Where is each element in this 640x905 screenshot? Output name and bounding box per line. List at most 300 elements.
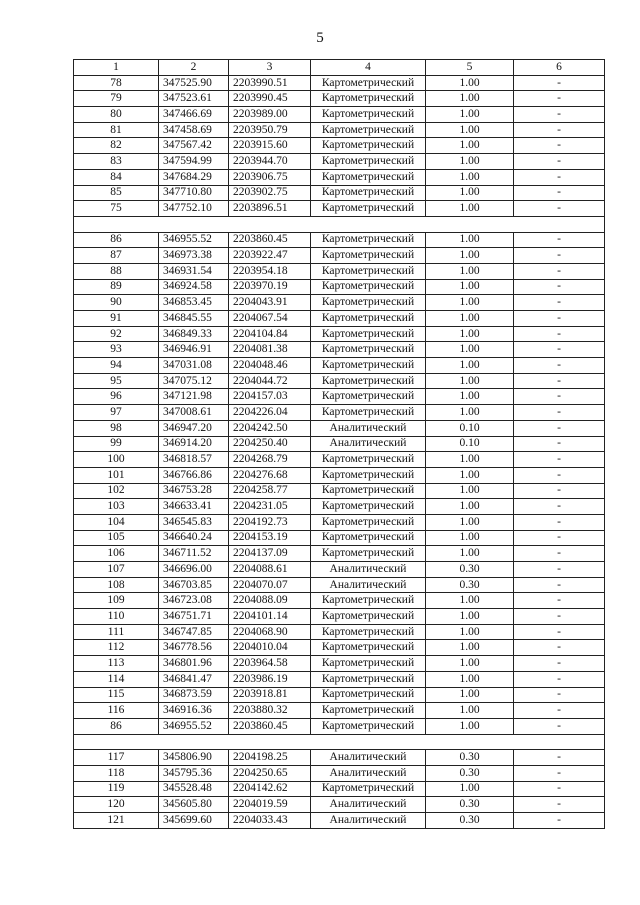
table-cell-col-1: 80 (74, 107, 159, 123)
table-cell-col-2: 346633.41 (159, 499, 229, 515)
empty-cell (426, 216, 514, 232)
table-cell-col-6: - (514, 718, 605, 734)
table-cell-col-2: 346751.71 (159, 609, 229, 625)
table-cell-col-1: 104 (74, 514, 159, 530)
table-cell-col-4: Картометрический (311, 452, 426, 468)
table-cell-col-4: Аналитический (311, 436, 426, 452)
table-row (74, 232, 605, 248)
table-cell-col-6: - (514, 499, 605, 515)
table-cell-col-3: 2204088.61 (229, 562, 311, 578)
table-cell-col-3: 2203954.18 (229, 263, 311, 279)
table-cell-col-1: 84 (74, 169, 159, 185)
table-cell-col-6: - (514, 593, 605, 609)
table-cell-col-6: - (514, 750, 605, 766)
table-cell-col-4: Картометрический (311, 248, 426, 264)
table-cell-col-3: 2204070.07 (229, 577, 311, 593)
table-row (74, 687, 605, 703)
table-cell-col-5: 1.00 (426, 687, 514, 703)
table-cell-col-6: - (514, 279, 605, 295)
table-cell-col-1: 95 (74, 373, 159, 389)
table-cell-col-3: 2204192.73 (229, 514, 311, 530)
table-cell-col-5: 1.00 (426, 311, 514, 327)
header-cell-6: 6 (514, 60, 605, 76)
table-cell-col-1: 108 (74, 577, 159, 593)
table-cell-col-5: 1.00 (426, 452, 514, 468)
table-cell-col-2: 346931.54 (159, 263, 229, 279)
table-cell-col-2: 346818.57 (159, 452, 229, 468)
table-cell-col-5: 1.00 (426, 499, 514, 515)
table-cell-col-5: 0.30 (426, 765, 514, 781)
table-row (74, 169, 605, 185)
table-cell-col-2: 346955.52 (159, 232, 229, 248)
table-row (74, 703, 605, 719)
table-cell-col-2: 346766.86 (159, 467, 229, 483)
table-cell-col-4: Картометрический (311, 279, 426, 295)
table-row (74, 263, 605, 279)
table-cell-col-5: 1.00 (426, 656, 514, 672)
table-row (74, 295, 605, 311)
table-row (74, 765, 605, 781)
table-cell-col-4: Картометрический (311, 514, 426, 530)
table-cell-col-2: 346973.38 (159, 248, 229, 264)
table-cell-col-2: 346914.20 (159, 436, 229, 452)
table-row (74, 248, 605, 264)
table-cell-col-6: - (514, 389, 605, 405)
table-cell-col-1: 89 (74, 279, 159, 295)
table-cell-col-1: 114 (74, 671, 159, 687)
table-cell-col-1: 102 (74, 483, 159, 499)
table-row (74, 640, 605, 656)
table-cell-col-1: 96 (74, 389, 159, 405)
table-cell-col-2: 346801.96 (159, 656, 229, 672)
table-row (74, 671, 605, 687)
table-cell-col-6: - (514, 530, 605, 546)
table-cell-col-3: 2203986.19 (229, 671, 311, 687)
table-cell-col-2: 346853.45 (159, 295, 229, 311)
table-cell-col-2: 346753.28 (159, 483, 229, 499)
table-row (74, 389, 605, 405)
table-cell-col-5: 0.10 (426, 420, 514, 436)
table-cell-col-1: 120 (74, 797, 159, 813)
table-cell-col-2: 345528.48 (159, 781, 229, 797)
table-row (74, 514, 605, 530)
table-cell-col-1: 86 (74, 232, 159, 248)
table-cell-col-1: 100 (74, 452, 159, 468)
coordinates-table (73, 59, 605, 829)
table-cell-col-3: 2203880.32 (229, 703, 311, 719)
table-row (74, 577, 605, 593)
empty-cell (229, 216, 311, 232)
table-row (74, 656, 605, 672)
table-cell-col-3: 2204268.79 (229, 452, 311, 468)
table-cell-col-6: - (514, 326, 605, 342)
empty-cell (159, 734, 229, 750)
table-cell-col-2: 346703.85 (159, 577, 229, 593)
table-cell-col-5: 0.10 (426, 436, 514, 452)
table-cell-col-6: - (514, 311, 605, 327)
table-cell-col-1: 81 (74, 122, 159, 138)
header-cell-2: 2 (159, 60, 229, 76)
table-cell-col-5: 1.00 (426, 248, 514, 264)
table-cell-col-4: Аналитический (311, 765, 426, 781)
table-cell-col-4: Картометрический (311, 624, 426, 640)
table-cell-col-2: 346723.08 (159, 593, 229, 609)
table-cell-col-4: Картометрический (311, 593, 426, 609)
table-cell-col-5: 1.00 (426, 279, 514, 295)
table-cell-col-2: 346947.20 (159, 420, 229, 436)
table-cell-col-4: Картометрический (311, 389, 426, 405)
table-row (74, 185, 605, 201)
table-cell-col-2: 347525.90 (159, 75, 229, 91)
table-cell-col-4: Картометрический (311, 232, 426, 248)
table-cell-col-4: Картометрический (311, 609, 426, 625)
table-cell-col-5: 1.00 (426, 703, 514, 719)
table-cell-col-1: 83 (74, 154, 159, 170)
table-cell-col-1: 119 (74, 781, 159, 797)
table-cell-col-6: - (514, 656, 605, 672)
table-cell-col-2: 347752.10 (159, 201, 229, 217)
table-cell-col-4: Картометрический (311, 781, 426, 797)
table-cell-col-4: Картометрический (311, 687, 426, 703)
table-cell-col-3: 2204104.84 (229, 326, 311, 342)
table-row (74, 781, 605, 797)
table-row (74, 546, 605, 562)
table-cell-col-4: Картометрический (311, 185, 426, 201)
table-cell-col-1: 112 (74, 640, 159, 656)
table-row (74, 154, 605, 170)
empty-cell (74, 216, 159, 232)
table-cell-col-4: Картометрический (311, 718, 426, 734)
table-cell-col-3: 2204157.03 (229, 389, 311, 405)
table-cell-col-4: Аналитический (311, 420, 426, 436)
table-cell-col-4: Картометрический (311, 640, 426, 656)
table-cell-col-4: Картометрический (311, 483, 426, 499)
group-separator-row (74, 734, 605, 750)
table-cell-col-5: 1.00 (426, 75, 514, 91)
table-cell-col-3: 2204198.25 (229, 750, 311, 766)
table-row (74, 420, 605, 436)
table-cell-col-6: - (514, 75, 605, 91)
table-cell-col-2: 345795.36 (159, 765, 229, 781)
table-cell-col-3: 2204088.09 (229, 593, 311, 609)
table-cell-col-2: 345605.80 (159, 797, 229, 813)
table-row (74, 562, 605, 578)
table-cell-col-6: - (514, 91, 605, 107)
table-cell-col-2: 346747.85 (159, 624, 229, 640)
table-cell-col-2: 347567.42 (159, 138, 229, 154)
table-cell-col-2: 347710.80 (159, 185, 229, 201)
table-cell-col-4: Картометрический (311, 154, 426, 170)
table-cell-col-2: 346873.59 (159, 687, 229, 703)
table-cell-col-1: 113 (74, 656, 159, 672)
table-cell-col-6: - (514, 342, 605, 358)
table-cell-col-1: 111 (74, 624, 159, 640)
table-cell-col-4: Картометрический (311, 373, 426, 389)
table-cell-col-1: 115 (74, 687, 159, 703)
table-cell-col-2: 346924.58 (159, 279, 229, 295)
table-cell-col-5: 0.30 (426, 813, 514, 829)
table-row (74, 483, 605, 499)
table-cell-col-6: - (514, 562, 605, 578)
table-cell-col-2: 346955.52 (159, 718, 229, 734)
table-cell-col-6: - (514, 781, 605, 797)
table-row (74, 624, 605, 640)
table-cell-col-2: 347458.69 (159, 122, 229, 138)
table-cell-col-1: 110 (74, 609, 159, 625)
table-cell-col-6: - (514, 232, 605, 248)
header-cell-3: 3 (229, 60, 311, 76)
table-cell-col-6: - (514, 185, 605, 201)
table-cell-col-1: 88 (74, 263, 159, 279)
table-cell-col-4: Картометрический (311, 546, 426, 562)
table-cell-col-4: Картометрический (311, 107, 426, 123)
table-cell-col-5: 1.00 (426, 373, 514, 389)
table-cell-col-5: 1.00 (426, 263, 514, 279)
table-cell-col-1: 98 (74, 420, 159, 436)
table-cell-col-6: - (514, 452, 605, 468)
table-cell-col-5: 1.00 (426, 169, 514, 185)
table-body (74, 60, 605, 829)
table-cell-col-5: 1.00 (426, 185, 514, 201)
table-cell-col-2: 347031.08 (159, 358, 229, 374)
table-cell-col-4: Аналитический (311, 750, 426, 766)
table-cell-col-2: 347466.69 (159, 107, 229, 123)
table-cell-col-3: 2204081.38 (229, 342, 311, 358)
table-cell-col-3: 2203918.81 (229, 687, 311, 703)
empty-cell (311, 216, 426, 232)
table-cell-col-2: 347594.99 (159, 154, 229, 170)
table-cell-col-3: 2204276.68 (229, 467, 311, 483)
table-cell-col-4: Картометрический (311, 342, 426, 358)
table-cell-col-1: 94 (74, 358, 159, 374)
table-cell-col-1: 85 (74, 185, 159, 201)
table-row (74, 436, 605, 452)
table-cell-col-5: 1.00 (426, 326, 514, 342)
table-cell-col-5: 1.00 (426, 781, 514, 797)
table-cell-col-6: - (514, 373, 605, 389)
header-row (74, 60, 605, 76)
table-cell-col-3: 2203990.45 (229, 91, 311, 107)
table-cell-col-5: 1.00 (426, 91, 514, 107)
table-cell-col-2: 346845.55 (159, 311, 229, 327)
table-cell-col-4: Картометрический (311, 75, 426, 91)
table-cell-col-5: 1.00 (426, 546, 514, 562)
table-cell-col-1: 78 (74, 75, 159, 91)
table-cell-col-5: 1.00 (426, 295, 514, 311)
table-cell-col-3: 2204137.09 (229, 546, 311, 562)
table-cell-col-4: Аналитический (311, 813, 426, 829)
table-row (74, 311, 605, 327)
table-cell-col-6: - (514, 640, 605, 656)
table-cell-col-3: 2203970.19 (229, 279, 311, 295)
table-cell-col-2: 345699.60 (159, 813, 229, 829)
page-number: 5 (316, 30, 324, 46)
table-cell-col-6: - (514, 577, 605, 593)
table-cell-col-4: Картометрический (311, 405, 426, 421)
table-cell-col-3: 2204019.59 (229, 797, 311, 813)
table-cell-col-6: - (514, 420, 605, 436)
table-cell-col-3: 2203860.45 (229, 718, 311, 734)
table-cell-col-1: 107 (74, 562, 159, 578)
table-cell-col-5: 1.00 (426, 467, 514, 483)
table-cell-col-4: Картометрический (311, 201, 426, 217)
table-cell-col-5: 0.30 (426, 797, 514, 813)
table-cell-col-3: 2204068.90 (229, 624, 311, 640)
table-cell-col-4: Картометрический (311, 263, 426, 279)
table-cell-col-1: 75 (74, 201, 159, 217)
empty-cell (74, 734, 159, 750)
table-cell-col-6: - (514, 483, 605, 499)
table-cell-col-5: 1.00 (426, 609, 514, 625)
table-cell-col-1: 118 (74, 765, 159, 781)
table-cell-col-1: 87 (74, 248, 159, 264)
table-cell-col-6: - (514, 295, 605, 311)
table-cell-col-5: 1.00 (426, 640, 514, 656)
table-row (74, 91, 605, 107)
table-cell-col-2: 345806.90 (159, 750, 229, 766)
table-cell-col-4: Картометрический (311, 703, 426, 719)
table-cell-col-6: - (514, 624, 605, 640)
table-cell-col-4: Картометрический (311, 169, 426, 185)
table-cell-col-5: 1.00 (426, 138, 514, 154)
table-row (74, 813, 605, 829)
empty-cell (426, 734, 514, 750)
table-cell-col-4: Картометрический (311, 656, 426, 672)
table-cell-col-2: 347008.61 (159, 405, 229, 421)
table-cell-col-6: - (514, 436, 605, 452)
table-cell-col-3: 2203989.00 (229, 107, 311, 123)
table-cell-col-4: Аналитический (311, 577, 426, 593)
table-cell-col-2: 346696.00 (159, 562, 229, 578)
table-cell-col-3: 2203944.70 (229, 154, 311, 170)
empty-cell (514, 216, 605, 232)
table-row (74, 797, 605, 813)
table-cell-col-2: 346640.24 (159, 530, 229, 546)
table-cell-col-3: 2204258.77 (229, 483, 311, 499)
table-cell-col-6: - (514, 609, 605, 625)
table-row (74, 499, 605, 515)
table-cell-col-2: 346946.91 (159, 342, 229, 358)
table-cell-col-4: Аналитический (311, 562, 426, 578)
table-cell-col-3: 2204250.40 (229, 436, 311, 452)
table-cell-col-5: 1.00 (426, 232, 514, 248)
table-cell-col-3: 2203902.75 (229, 185, 311, 201)
table-cell-col-4: Картометрический (311, 138, 426, 154)
table-cell-col-1: 106 (74, 546, 159, 562)
table-row (74, 452, 605, 468)
table-cell-col-6: - (514, 138, 605, 154)
table-row (74, 750, 605, 766)
empty-cell (229, 734, 311, 750)
table-cell-col-4: Картометрический (311, 122, 426, 138)
empty-cell (311, 734, 426, 750)
table-cell-col-3: 2203860.45 (229, 232, 311, 248)
table-row (74, 342, 605, 358)
table-cell-col-3: 2204010.04 (229, 640, 311, 656)
table-row (74, 467, 605, 483)
table-cell-col-6: - (514, 201, 605, 217)
table-cell-col-3: 2204153.19 (229, 530, 311, 546)
table-cell-col-1: 86 (74, 718, 159, 734)
table-cell-col-4: Картометрический (311, 311, 426, 327)
table-row (74, 122, 605, 138)
table-cell-col-2: 346545.83 (159, 514, 229, 530)
table-cell-col-6: - (514, 358, 605, 374)
table-row (74, 107, 605, 123)
table-cell-col-2: 346778.56 (159, 640, 229, 656)
table-cell-col-3: 2204067.54 (229, 311, 311, 327)
table-cell-col-5: 1.00 (426, 154, 514, 170)
table-cell-col-1: 121 (74, 813, 159, 829)
table-cell-col-3: 2203906.75 (229, 169, 311, 185)
table-cell-col-3: 2204242.50 (229, 420, 311, 436)
table-cell-col-6: - (514, 405, 605, 421)
table-row (74, 405, 605, 421)
table-cell-col-5: 1.00 (426, 530, 514, 546)
table-cell-col-2: 346711.52 (159, 546, 229, 562)
table-cell-col-1: 105 (74, 530, 159, 546)
table-cell-col-5: 1.00 (426, 593, 514, 609)
table-cell-col-4: Аналитический (311, 797, 426, 813)
table-cell-col-2: 346841.47 (159, 671, 229, 687)
table-row (74, 326, 605, 342)
table-cell-col-5: 1.00 (426, 514, 514, 530)
table-cell-col-3: 2203915.60 (229, 138, 311, 154)
table-cell-col-5: 1.00 (426, 624, 514, 640)
table-cell-col-3: 2203922.47 (229, 248, 311, 264)
table-cell-col-1: 79 (74, 91, 159, 107)
table-cell-col-4: Картометрический (311, 671, 426, 687)
table-cell-col-3: 2204044.72 (229, 373, 311, 389)
table-cell-col-5: 1.00 (426, 718, 514, 734)
table-cell-col-2: 347075.12 (159, 373, 229, 389)
empty-cell (159, 216, 229, 232)
table-cell-col-1: 91 (74, 311, 159, 327)
table-cell-col-1: 90 (74, 295, 159, 311)
table-cell-col-6: - (514, 703, 605, 719)
table-cell-col-6: - (514, 248, 605, 264)
table-cell-col-1: 82 (74, 138, 159, 154)
table-cell-col-6: - (514, 263, 605, 279)
table-cell-col-1: 103 (74, 499, 159, 515)
table-cell-col-3: 2204101.14 (229, 609, 311, 625)
table-cell-col-3: 2203950.79 (229, 122, 311, 138)
table-cell-col-6: - (514, 107, 605, 123)
table-cell-col-5: 1.00 (426, 483, 514, 499)
table-cell-col-6: - (514, 813, 605, 829)
table-cell-col-4: Картометрический (311, 499, 426, 515)
table-cell-col-1: 92 (74, 326, 159, 342)
table-cell-col-6: - (514, 765, 605, 781)
table-row (74, 530, 605, 546)
table-cell-col-3: 2204226.04 (229, 405, 311, 421)
header-cell-1: 1 (74, 60, 159, 76)
table-cell-col-5: 1.00 (426, 122, 514, 138)
table-cell-col-3: 2203964.58 (229, 656, 311, 672)
table-cell-col-5: 1.00 (426, 107, 514, 123)
table-cell-col-1: 101 (74, 467, 159, 483)
table-cell-col-6: - (514, 467, 605, 483)
table-row (74, 373, 605, 389)
table-row (74, 609, 605, 625)
table-cell-col-2: 347523.61 (159, 91, 229, 107)
table-cell-col-2: 346916.36 (159, 703, 229, 719)
table-cell-col-4: Картометрический (311, 91, 426, 107)
table-cell-col-5: 1.00 (426, 671, 514, 687)
header-cell-5: 5 (426, 60, 514, 76)
table-cell-col-3: 2204250.65 (229, 765, 311, 781)
table-cell-col-6: - (514, 546, 605, 562)
